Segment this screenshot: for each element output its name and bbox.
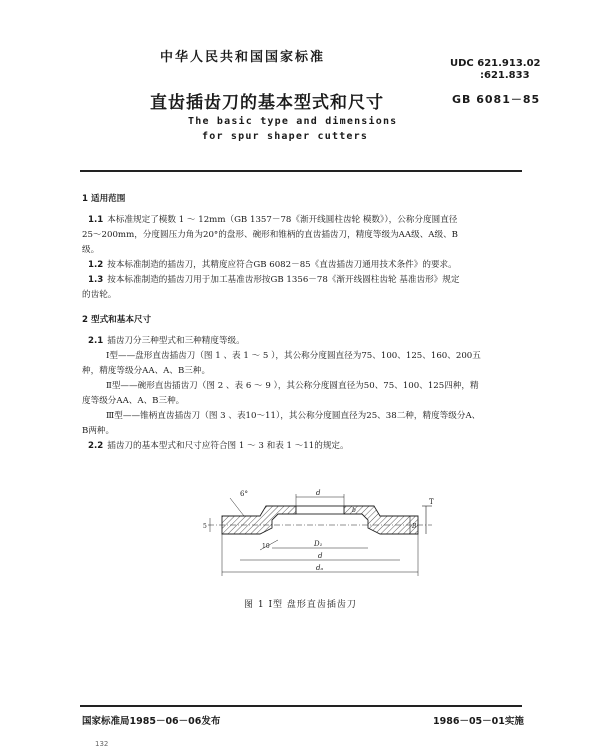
figure-label-angle: 6°: [240, 490, 248, 498]
type-1-text-b: 种，精度等级分AA、A、B三种。: [82, 366, 211, 376]
figure-label-b: b: [352, 507, 356, 514]
header-divider: [80, 170, 522, 172]
clause-2-1: [82, 335, 552, 348]
clause-1-3-number: 1.3: [88, 275, 104, 285]
national-standard-heading: 中华人民共和国国家标准: [160, 50, 326, 65]
issued-date: 国家标准局1985－06－06发布: [82, 716, 221, 727]
clause-1-1-cont-b: 25～200mm，分度圆压力角为20°的盘形、碗形和锥柄的直齿插齿刀，精度等级为AA级、A级、B: [82, 230, 458, 240]
figure-label-10: 10: [262, 543, 270, 550]
type-3-text-b: B两种。: [82, 426, 115, 436]
clause-1-2: [82, 259, 552, 272]
figure-1-caption: 图 1 Ⅰ型 盘形直齿插齿刀: [244, 600, 357, 610]
document-title-cn: 直齿插齿刀的基本型式和尺寸: [150, 93, 384, 113]
type-3-text-a: Ⅲ型——锥柄直齿插齿刀（图 3 、表10～11），其公称分度圆直径为25、38二种，精度等级分A、: [106, 411, 481, 421]
figure-label-d-bottom: d: [318, 552, 323, 560]
page-number: 132: [95, 740, 109, 748]
clause-2-1-text: 插齿刀分三种型式和三种精度等级。: [107, 336, 245, 346]
clause-2-1-number: 2.1: [88, 336, 104, 346]
udc-line-2: :621.833: [480, 70, 530, 81]
clause-2-2-number: 2.2: [88, 441, 104, 451]
figure-label-5: 5: [203, 523, 207, 530]
clause-1-1-cont-c: 级。: [82, 245, 100, 255]
clause-1-3: [82, 274, 552, 287]
cutter-outline-left: [222, 506, 296, 534]
document-title-en: [188, 114, 397, 144]
title-en-line-1: The basic type and dimensions: [188, 116, 398, 127]
clause-1-1-number: 1.1: [88, 215, 104, 225]
clause-1-3-text-a: 按本标准制造的插齿刀用于加工基准齿形按GB 1356－78《渐开线圆柱齿轮 基准齿形》规定: [107, 275, 460, 285]
document-body: [82, 193, 552, 455]
bore: [296, 506, 344, 514]
type-2-text-b: 度等级分AA、A、B三种。: [82, 396, 185, 406]
figure-label-B: B: [412, 523, 417, 530]
title-en-line-2: for spur shaper cutters: [202, 131, 369, 142]
footer-divider: [80, 705, 522, 707]
figure-label-T: T: [429, 498, 434, 506]
udc-line-1: UDC 621.913.02: [450, 58, 541, 69]
clause-2-2: [82, 440, 552, 453]
figure-label-d: d: [316, 489, 321, 497]
clause-1-2-number: 1.2: [88, 260, 104, 270]
clause-1-1: [82, 214, 552, 227]
udc-classification: [450, 58, 541, 82]
section-2-heading: 2 型式和基本尺寸: [82, 315, 152, 325]
clause-1-3-cont-b: 的齿轮。: [82, 290, 117, 300]
clause-1-1-text-a: 本标准规定了模数 1 ～ 12mm（GB 1357－78《渐开线圆柱齿轮 模数》），公称分度圆直径: [107, 215, 458, 225]
figure-1-drawing: [200, 488, 440, 580]
type-1-text-a: Ⅰ型——盘形直齿插齿刀（图 1 、表 1 ～ 5 ），其公称分度圆直径为75、100、125、160、200五: [106, 351, 481, 361]
gb-number: GB 6081－85: [452, 93, 541, 106]
clause-2-2-text: 插齿刀的基本型式和尺寸应符合图 1 ～ 3 和表 1 ～11的规定。: [107, 441, 349, 451]
implementation-date: 1986－05－01实施: [433, 716, 524, 727]
section-1-heading: 1 适用范围: [82, 194, 126, 204]
clause-1-2-text: 按本标准制造的插齿刀，其精度应符合GB 6082－85《直齿插齿刀通用技术条件》的要求。: [107, 260, 457, 270]
figure-label-da: dₐ: [316, 564, 324, 572]
figure-label-d1: D₁: [314, 540, 323, 548]
type-2-text-a: Ⅱ型——碗形直齿插齿刀（图 2 、表 6 ～ 9 ），其公称分度圆直径为50、75、100、125四种，精: [106, 381, 479, 391]
